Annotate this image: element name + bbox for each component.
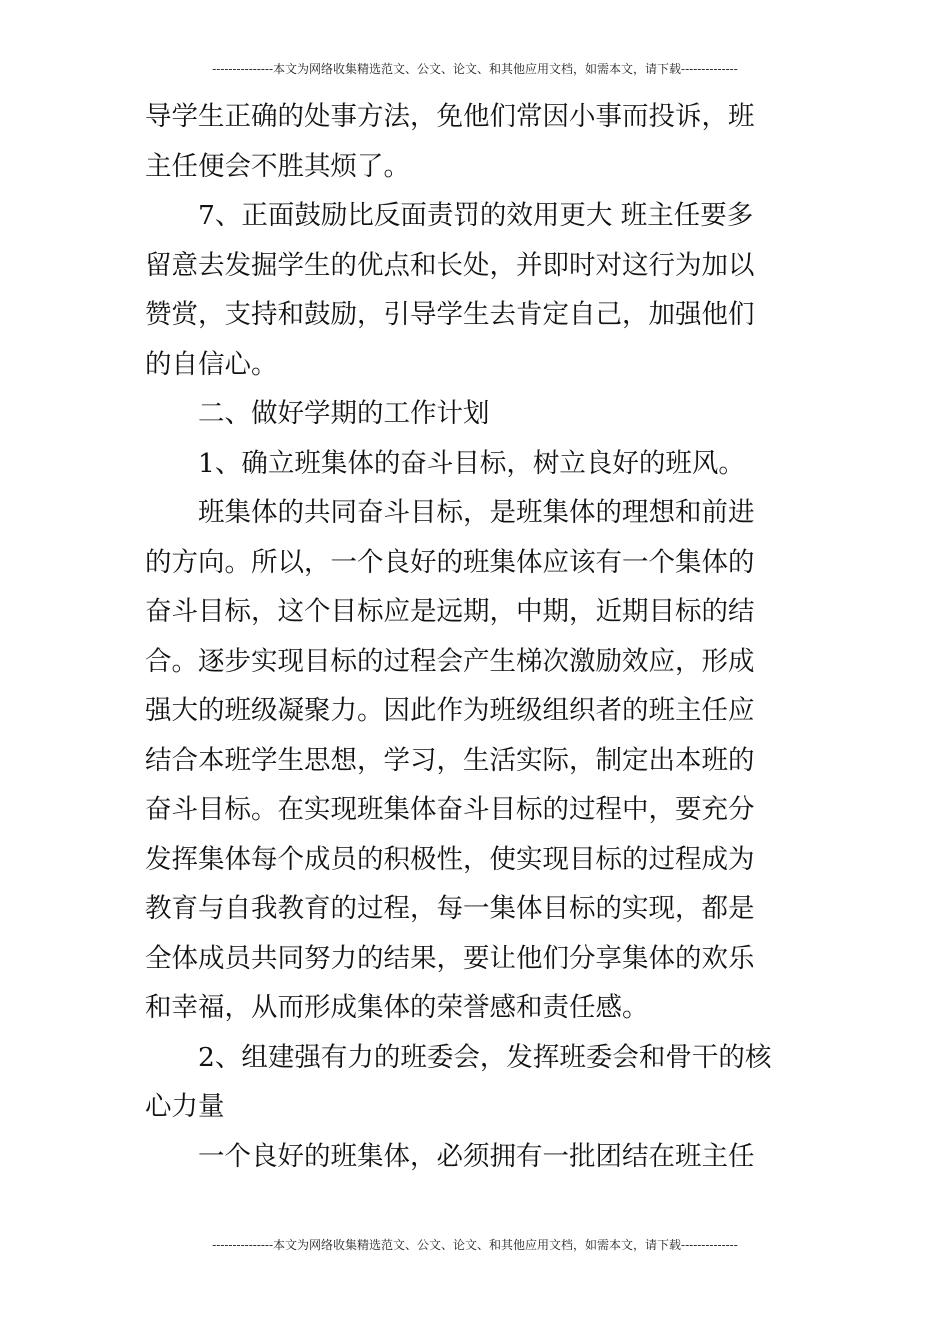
text-line: 强大的班级凝聚力。因此作为班级组织者的班主任应: [145, 695, 755, 726]
text-line: 7、正面鼓励比反面责罚的效用更大 班主任要多: [198, 200, 754, 231]
text-line: 合。逐步实现目标的过程会产生梯次激励效应，形成: [145, 645, 755, 677]
text-line: 奋斗目标。在实现班集体奋斗目标的过程中，要充分: [145, 794, 755, 825]
document-body: [145, 92, 805, 1181]
text-line: 赞赏，支持和鼓励，引导学生去肯定自己，加强他们: [145, 299, 755, 330]
text-line: 奋斗目标，这个目标应是远期，中期，近期目标的结: [145, 596, 755, 627]
text-line: 主任便会不胜其烦了。: [145, 150, 410, 182]
text-line: 心力量: [145, 1091, 225, 1122]
subsection-heading: 1、确立班集体的奋斗目标，树立良好的班风。: [198, 447, 745, 479]
text-line: 全体成员共同努力的结果，要让他们分享集体的欢乐: [145, 942, 755, 974]
text-line: 和幸福，从而形成集体的荣誉感和责任感。: [145, 992, 649, 1023]
text-line: 留意去发掘学生的优点和长处，并即时对这行为加以: [145, 249, 755, 281]
text-line: 班集体的共同奋斗目标，是班集体的理想和前进: [198, 497, 755, 528]
text-line: 发挥集体每个成员的积极性，使实现目标的过程成为: [145, 843, 755, 875]
page-header: ---------------本文为网络收集精选范文、公文、论文、和其他应用文档，如需本文，请下载--------------: [212, 62, 738, 76]
text-line: 导学生正确的处事方法，免他们常因小事而投诉，班: [145, 101, 755, 132]
page-footer: ---------------本文为网络收集精选范文、公文、论文、和其他应用文档，如需本文，请下载--------------: [212, 1238, 738, 1252]
subsection-heading: 2、组建强有力的班委会，发挥班委会和骨干的核: [198, 1041, 772, 1073]
text-line: 的方向。所以，一个良好的班集体应该有一个集体的: [145, 546, 755, 578]
text-line: 结合本班学生思想，学习，生活实际，制定出本班的: [145, 744, 755, 776]
section-heading: 二、做好学期的工作计划: [198, 398, 490, 429]
text-line: 一个良好的班集体，必须拥有一批团结在班主任: [198, 1140, 755, 1172]
text-line: 的自信心。: [145, 348, 278, 380]
text-line: 教育与自我教育的过程，每一集体目标的实现，都是: [145, 893, 755, 924]
